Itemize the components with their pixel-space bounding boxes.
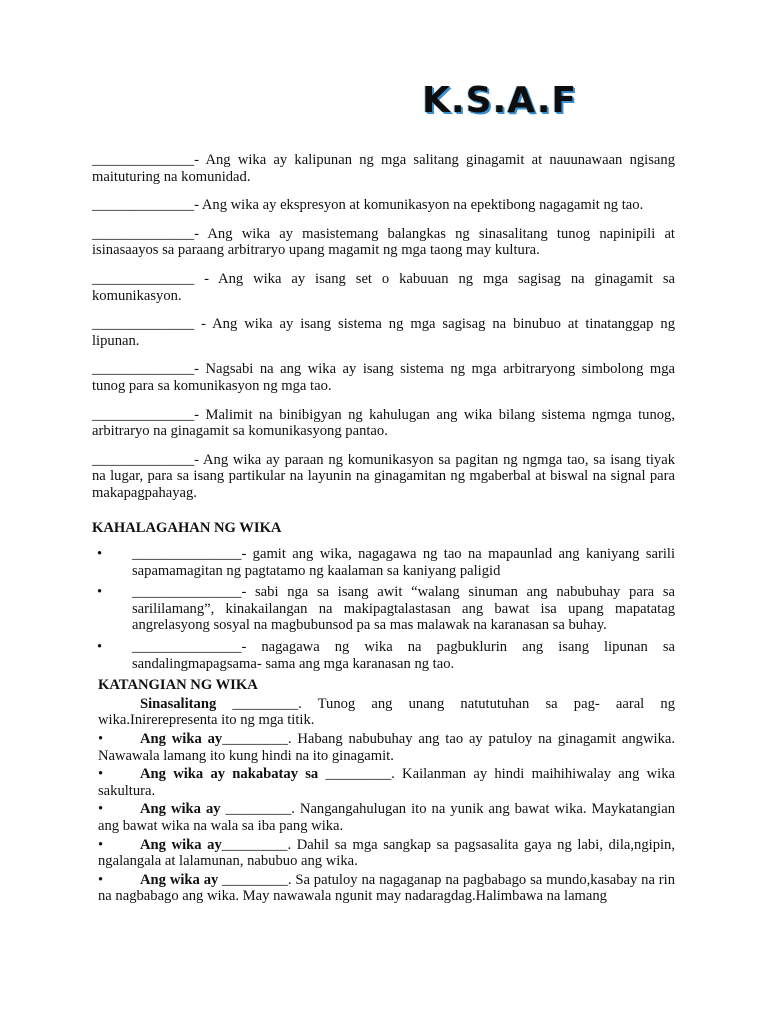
list-item-keyword: Sinasalitang (140, 695, 217, 712)
list-item-text: _________. Kailanman ay hindi maihihiwalay ang wika sakultura. (98, 766, 675, 799)
kahalagahan-heading: KAHALAGAHAN NG WIKA (92, 519, 282, 536)
definition-item: ______________- Malimit na binibigyan ng kahulugan ang wika bilang sistema ngmga tunog, arbitraryo na ginagamit sa komunikasyong pantao. (92, 406, 675, 440)
list-item-keyword: Ang wika ay (140, 871, 219, 888)
list-item (98, 872, 675, 905)
list-item-keyword: Ang wika ay (140, 731, 223, 748)
definition-item: ______________- Ang wika ay masistemang balangkas ng sinasalitang tunog napinipili at isinasaayos sa paraang arbitraryo upang magamit ng mga taong may kultura. (92, 225, 675, 259)
document-body (92, 152, 675, 907)
bullet-icon: • (98, 801, 104, 818)
list-item-keyword: Ang wika ay (140, 836, 222, 853)
list-item-text: _________. Dahil sa mga sangkap sa pagsasalita gaya ng labi, dila,ngipin, ngalangala at lalamunan, nabubuo ang wika. (98, 836, 675, 870)
list-item-text: _______________- gamit ang wika, nagagawa ng tao na mapaunlad ang kaniyang sarili sapamamagitan ng pagtatamo ng kaalaman sa kaniyang paligid (132, 546, 675, 579)
definitions-list (92, 152, 675, 502)
definition-item: ______________ - Ang wika ay isang set o kabuuan ng mga sagisag na ginagamit sa komunikasyon. (92, 270, 675, 304)
list-item-text: _______________- nagagawa ng wika na pagbuklurin ang isang lipunan sa sandalingmapagsama- sama ang mga karanasan ng tao. (132, 639, 675, 672)
definition-item: ______________- Ang wika ay ekspresyon at komunikasyon na epektibong nagagamit ng tao. (92, 197, 644, 214)
bullet-icon: • (97, 546, 103, 563)
list-item-text: _________. Nangangahulugan ito na yunik ang bawat wika. Maykatangian ang bawat wika na wala sa iba pang wika. (98, 801, 675, 834)
katangian-list (92, 696, 675, 905)
bullet-icon: • (98, 871, 104, 888)
document-title: K.S.A.F (422, 80, 577, 121)
definition-item: ______________- Ang wika ay kalipunan ng mga salitang ginagamit at nauunawaan ngisang maituturing na komunidad. (92, 152, 675, 185)
definition-item: ______________- Nagsabi na ang wika ay isang sistema ng mga arbitraryong simbolong mga tunog para sa komunikasyon ng mga tao. (92, 361, 675, 394)
list-item (92, 639, 675, 672)
list-item (92, 546, 675, 579)
list-item (98, 696, 675, 729)
bullet-icon: • (97, 639, 103, 656)
list-item (92, 584, 675, 634)
bullet-icon: • (98, 766, 104, 783)
kahalagahan-list (92, 546, 675, 672)
list-item-text: _________. Tunog ang unang natututuhan sa pag- aaral ng wika.Inirerepresenta ito ng mga titik. (98, 695, 675, 729)
list-item-keyword: Ang wika ay (140, 801, 221, 818)
list-item (98, 731, 675, 764)
list-item (98, 766, 675, 799)
bullet-icon: • (97, 584, 103, 601)
list-item-text: _______________- sabi nga sa isang awit “walang sinuman ang nabubuhay para sa sarililamang”, kinakailangan na makipagtalastasan ang bawat isa upang mapatatag angrelasyong sosyal na magbubunsod pa sa mas malawak na karanasan sa buhay. (132, 584, 675, 634)
definition-item: ______________- Ang wika ay paraan ng komunikasyon sa pagitan ng ngmga tao, sa isang tiyak na lugar, para sa isang partikular na layunin na ginagamitan ng mgaberbal at biswal na signal para makapagpahayag. (92, 451, 675, 501)
definition-item: ______________ - Ang wika ay isang sistema ng mga sagisag na binubuo at tinatanggap ng lipunan. (92, 316, 675, 349)
list-item-text: _________. Habang nabubuhay ang tao ay patuloy na ginagamit angwika. Nawawala lamang ito kung hindi na ito ginagamit. (98, 731, 675, 764)
list-item (98, 837, 675, 870)
list-item-keyword: Ang wika ay nakabatay sa (140, 766, 319, 783)
list-item-text: _________. Sa patuloy na nagaganap na pagbabago sa mundo,kasabay na rin na nagbabago ang wika. May nawawala ngunit may nadaragdag.Halimbawa na lamang (98, 871, 675, 905)
bullet-icon: • (98, 836, 104, 853)
katangian-heading: KATANGIAN NG WIKA (98, 677, 258, 694)
list-item (98, 801, 675, 834)
bullet-icon: • (98, 731, 104, 748)
